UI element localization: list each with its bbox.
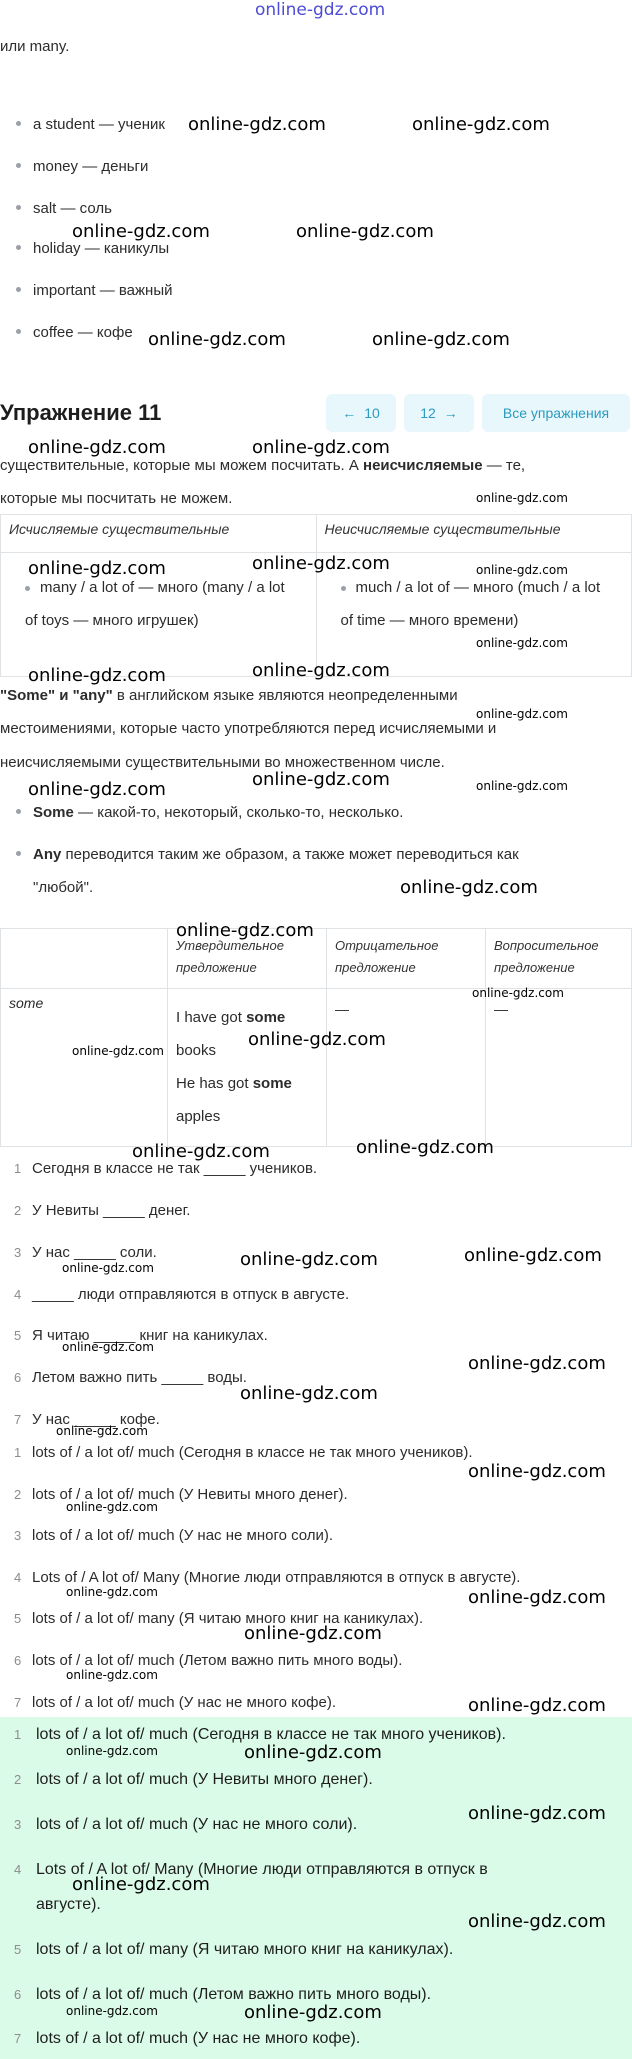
watermark: online-gdz.com [248, 1029, 386, 1050]
word-item: coffee — кофе [16, 324, 133, 341]
watermark: online-gdz.com [476, 563, 568, 577]
theory-line: "любой". [33, 879, 94, 896]
task-item: 1 Сегодня в классе не так _____ учеников. [14, 1160, 318, 1177]
watermark: online-gdz.com [468, 1695, 606, 1716]
task-item: 5 Я читаю _____ книг на каникулах. [14, 1327, 268, 1344]
watermark: online-gdz.com [72, 221, 210, 242]
word-item: money — деньги [16, 158, 148, 175]
watermark: online-gdz.com [28, 779, 166, 800]
answer-item: 4 Lots of / A lot of/ Many (Многие люди отправляются в отпуск в [14, 1861, 488, 1878]
bullet-icon [16, 851, 21, 856]
word-item: holiday — каникулы [16, 240, 169, 257]
watermark: online-gdz.com [252, 553, 390, 574]
answer-item: 5 lots of / a lot of/ many (Я читаю много книг на каникулах). [14, 1610, 424, 1627]
bullet-icon [16, 287, 21, 292]
answer-item: 2 lots of / a lot of/ much (У Невиты много денег). [14, 1771, 373, 1788]
watermark: online-gdz.com [400, 877, 538, 898]
watermark: online-gdz.com [244, 2002, 382, 2023]
watermark: online-gdz.com [62, 1261, 154, 1275]
all-exercises-button[interactable]: Все упражнения [482, 394, 630, 432]
watermark: online-gdz.com [28, 665, 166, 686]
table-header: Вопросительное предложение [486, 929, 632, 989]
watermark: online-gdz.com [252, 437, 390, 458]
answer-item: 1 lots of / a lot of/ much (Сегодня в классе не так много учеников). [14, 1726, 506, 1743]
answer-item: 2 lots of / a lot of/ much (У Невиты много денег). [14, 1486, 348, 1503]
watermark: online-gdz.com [468, 1353, 606, 1374]
watermark: online-gdz.com [252, 769, 390, 790]
watermark: online-gdz.com [148, 329, 286, 350]
table-header: Отрицательное предложение [327, 929, 486, 989]
watermark: online-gdz.com [72, 1044, 164, 1058]
task-item: 7 У нас _____ кофе. [14, 1411, 160, 1428]
exercise-title: Упражнение 11 [0, 400, 162, 425]
some-definition: Some — какой-то, некоторый, сколько-то, несколько. [16, 804, 403, 821]
arrow-right-icon: → [443, 405, 458, 421]
watermark: online-gdz.com [252, 660, 390, 681]
watermark: online-gdz.com [56, 1424, 148, 1438]
next-exercise-button[interactable]: 12 → [404, 394, 474, 432]
task-item: 2 У Невиты _____ денег. [14, 1202, 191, 1219]
watermark: online-gdz.com [412, 114, 550, 135]
watermark: online-gdz.com [72, 1874, 210, 1895]
watermark: online-gdz.com [468, 1803, 606, 1824]
watermark: online-gdz.com [62, 1340, 154, 1354]
answer-item: 6 lots of / a lot of/ much (Летом важно пить много воды). [14, 1652, 403, 1669]
answer-item: 1 lots of / a lot of/ much (Сегодня в классе не так много учеников). [14, 1444, 473, 1461]
watermark: online-gdz.com [476, 707, 568, 721]
watermark: online-gdz.com [66, 1585, 158, 1599]
task-item: 3 У нас _____ соли. [14, 1244, 157, 1261]
arrow-left-icon: ← [342, 405, 357, 421]
word-item: important — важный [16, 282, 172, 299]
watermark: online-gdz.com [476, 636, 568, 650]
watermark: online-gdz.com [244, 1742, 382, 1763]
watermark: online-gdz.com [244, 1623, 382, 1644]
table-cell: much / a lot of — много (much / a lot of time — много времени) [316, 553, 632, 677]
theory-line: местоимениями, которые часто употребляются перед исчисляемыми и [0, 720, 497, 737]
table-row-label: some [1, 989, 168, 1147]
intro-text: или many. [0, 38, 70, 55]
watermark: online-gdz.com [476, 491, 568, 505]
watermark: online-gdz.com [66, 1668, 158, 1682]
nouns-table [0, 514, 632, 677]
answer-item-continued: августе). [36, 1896, 101, 1913]
watermark: online-gdz.com [28, 437, 166, 458]
theory-line: неисчисляемыми существительными во множественном числе. [0, 754, 445, 771]
task-item: 4 _____ люди отправляются в отпуск в августе. [14, 1286, 350, 1303]
site-logo[interactable]: online-gdz.com [255, 0, 386, 20]
watermark: online-gdz.com [468, 1587, 606, 1608]
watermark: online-gdz.com [476, 779, 568, 793]
answer-item: 7 lots of / a lot of/ much (У нас не много кофе). [14, 2030, 361, 2047]
theory-line: "Some" и "any" в английском языке являются неопределенными [0, 687, 458, 704]
watermark: online-gdz.com [176, 920, 314, 941]
bullet-icon [16, 121, 21, 126]
table-header: Утвердительное предложение [168, 929, 327, 989]
bullet-icon [16, 163, 21, 168]
bullet-icon [16, 809, 21, 814]
task-item: 6 Летом важно пить _____ воды. [14, 1369, 247, 1386]
table-header [1, 929, 168, 989]
answer-item: 6 lots of / a lot of/ much (Летом важно пить много воды). [14, 1986, 432, 2003]
table-cell: — [327, 989, 486, 1147]
watermark: online-gdz.com [66, 1744, 158, 1758]
theory-line: которые мы посчитать не можем. [0, 490, 233, 507]
word-item: a student — ученик [16, 116, 165, 133]
table-header: Исчисляемые существительные [1, 515, 317, 553]
answer-item: 3 lots of / a lot of/ much (У нас не много соли). [14, 1816, 358, 1833]
watermark: online-gdz.com [372, 329, 510, 350]
answer-item: 5 lots of / a lot of/ many (Я читаю много книг на каникулах). [14, 1941, 454, 1958]
watermark: online-gdz.com [66, 1500, 158, 1514]
bullet-icon [16, 329, 21, 334]
answer-item: 7 lots of / a lot of/ much (У нас не много кофе). [14, 1694, 337, 1711]
watermark: online-gdz.com [464, 1245, 602, 1266]
word-item: salt — соль [16, 200, 112, 217]
any-definition: Any переводится таким же образом, а также может переводиться как [16, 846, 519, 863]
table-cell: I have got some books He has got some apples [168, 989, 327, 1147]
watermark: online-gdz.com [296, 221, 434, 242]
watermark: online-gdz.com [240, 1383, 378, 1404]
table-header: Неисчисляемые существительные [316, 515, 632, 553]
bullet-icon [341, 586, 346, 591]
watermark: online-gdz.com [132, 1141, 270, 1162]
watermark: online-gdz.com [356, 1137, 494, 1158]
answer-item: 3 lots of / a lot of/ much (У нас не много соли). [14, 1527, 334, 1544]
bullet-icon [25, 586, 30, 591]
bullet-icon [16, 245, 21, 250]
watermark: online-gdz.com [468, 1911, 606, 1932]
watermark: online-gdz.com [28, 558, 166, 579]
bullet-icon [16, 205, 21, 210]
table-cell: — [486, 989, 632, 1147]
watermark: online-gdz.com [188, 114, 326, 135]
prev-exercise-button[interactable]: ← 10 [326, 394, 396, 432]
watermark: online-gdz.com [472, 986, 564, 1000]
watermark: online-gdz.com [240, 1249, 378, 1270]
table-cell: many / a lot of — много (many / a lot of toys — много игрушек) [1, 553, 317, 677]
theory-line: существительные, которые мы можем посчитать. А неисчисляемые — те, [0, 457, 526, 474]
watermark: online-gdz.com [468, 1461, 606, 1482]
answer-item: 4 Lots of / A lot of/ Many (Многие люди отправляются в отпуск в августе). [14, 1569, 521, 1586]
watermark: online-gdz.com [66, 2004, 158, 2018]
